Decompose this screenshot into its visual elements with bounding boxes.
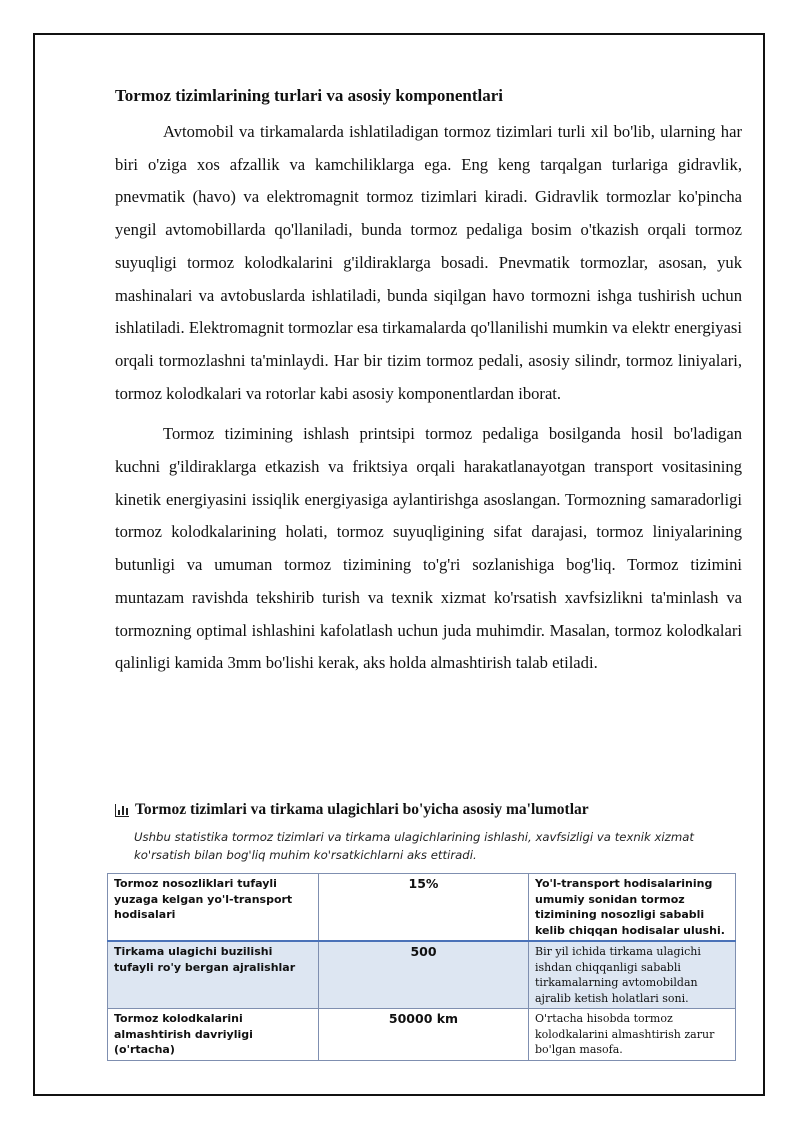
stats-title: Tormoz tizimlari va tirkama ulagichlari bo'yicha asosiy ma'lumotlar <box>135 801 589 818</box>
stats-table <box>107 873 736 1061</box>
row-value: 50000 km <box>319 1009 529 1061</box>
row-label: Tormoz nosozliklari tufayli yuzaga kelgan yo'l-transport hodisalari <box>108 874 319 942</box>
paragraph-2: Tormoz tizimining ishlash printsipi tormoz pedaliga bosilganda hosil bo'ladigan kuchni g'ildiraklarga etkazish va friktsiya orqali harakatlanayotgan transport vositasining kinetik energiyasini issiqlik energiyasiga aylantirishga asoslangan. Tormozning samaradorligi tormoz kolodkalarining holati, tormoz suyuqligining sifat darajasi, tormoz liniyalarining butunligi va umuman tormoz tizimining to'g'ri sozlanishiga bog'liq. Tormoz tizimini muntazam ravishda tekshirib turish va texnik xizmat ko'rsatish xavfsizlikni ta'minlash va tormozning optimal ishlashini kafolatlash uchun juda muhimdir. Masalan, tormoz kolodkalari qalinligi kamida 3mm bo'lishi kerak, aks holda almashtirish talab etiladi. <box>115 424 742 673</box>
table-row <box>108 1009 736 1061</box>
section-heading: Tormoz tizimlarining turlari va asosiy komponentlari <box>115 86 504 105</box>
paragraph-1: Avtomobil va tirkamalarda ishlatiladigan tormoz tizimlari turli xil bo'lib, ularning har biri o'ziga xos afzallik va kamchiliklarga ega. Eng keng tarqalgan turlariga gidravlik, pnevmatik (havo) va elektromagnit tormoz tizimlari kiradi. Gidravlik tormozlar ko'pincha yengil avtomobillarda qo'llaniladi, bunda tormoz pedaliga bosim o'tkazish orqali tormoz suyuqligi tormoz kolodkalarini g'ildiraklarga bosadi. Pnevmatik tormozlar, asosan, yuk mashinalari va avtobuslarda ishlatiladi, bunda siqilgan havo tormozni ishga tushirish uchun ishlatiladi. Elektromagnit tormozlar esa tirkamalarda qo'llanilishi mumkin va elektr energiyasi orqali tormozlashni ta'minlaydi. Har bir tizim tormoz pedali, asosiy silindr, tormoz liniyalari, tormoz kolodkalari va rotorlar kabi asosiy komponentlardan iborat. <box>115 122 742 403</box>
row-label: Tormoz kolodkalarini almashtirish davriyligi (o'rtacha) <box>108 1009 319 1061</box>
row-value: 15% <box>319 874 529 942</box>
row-description: Yo'l-transport hodisalarining umumiy sonidan tormoz tizimining nosozligi sababli kelib chiqqan hodisalar ulushi. <box>529 874 736 942</box>
stats-heading <box>115 800 755 820</box>
table-row <box>108 874 736 942</box>
bar-chart-icon <box>115 804 129 817</box>
stats-subtitle: Ushbu statistika tormoz tizimlari va tirkama ulagichlarining ishlashi, xavfsizligi va texnik xizmat ko'rsatish bilan bog'liq muhim ko'rsatkichlarni aks ettiradi. <box>134 830 694 862</box>
document-body <box>115 84 742 688</box>
row-description: O'rtacha hisobda tormoz kolodkalarini almashtirish zarur bo'lgan masofa. <box>529 1009 736 1061</box>
row-description: Bir yil ichida tirkama ulagichi ishdan chiqqanligi sababli tirkamalarning avtomobildan ajralib ketish holatlari soni. <box>529 941 736 1009</box>
row-value: 500 <box>319 941 529 1009</box>
table-row <box>108 941 736 1009</box>
row-label: Tirkama ulagichi buzilishi tufayli ro'y bergan ajralishlar <box>108 941 319 1009</box>
